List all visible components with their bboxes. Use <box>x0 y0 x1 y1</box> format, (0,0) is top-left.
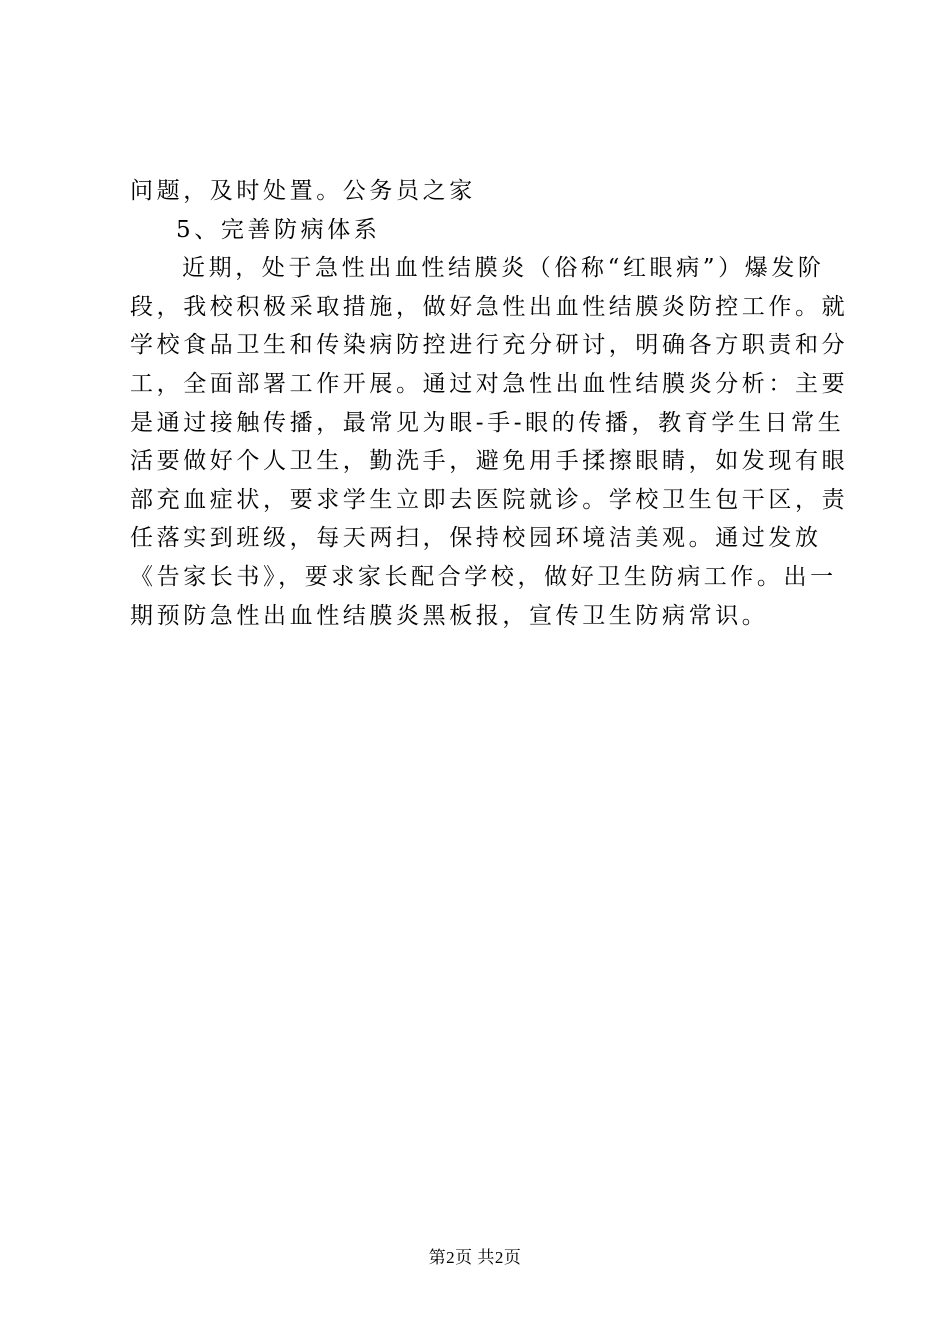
text-line: 工，全面部署工作开展。通过对急性出血性结膜炎分析：主要 <box>130 370 849 397</box>
text-line: 问题，及时处置。公务员之家 <box>130 178 476 204</box>
text-line: 是通过接触传播，最常见为眼-手-眼的传播，教育学生日常生 <box>130 409 845 436</box>
text-line: 《告家长书》，要求家长配合学校，做好卫生防病工作。出一 <box>130 563 837 590</box>
body-text <box>130 172 849 635</box>
paragraph-first-line: 近期，处于急性出血性结膜炎（俗称“红眼病”）爆发阶 <box>182 255 825 282</box>
text-line: 学校食品卫生和传染病防控进行充分研讨，明确各方职责和分 <box>130 332 849 359</box>
text-line: 任落实到班级，每天两扫，保持校园环境洁美观。通过发放 <box>130 525 822 552</box>
text-line: 部充血症状，要求学生立即去医院就诊。学校卫生包干区，责 <box>130 486 849 513</box>
page-number-footer: 第2页 共2页 <box>428 1248 522 1267</box>
section-heading: 5、完善防病体系 <box>176 216 381 243</box>
text-line: 活要做好个人卫生，勤洗手，避免用手揉擦眼睛，如发现有眼 <box>130 448 849 475</box>
text-line: 段，我校积极采取措施，做好急性出血性结膜炎防控工作。就 <box>130 293 849 320</box>
text-line: 期预防急性出血性结膜炎黑板报，宣传卫生防病常识。 <box>130 602 769 629</box>
